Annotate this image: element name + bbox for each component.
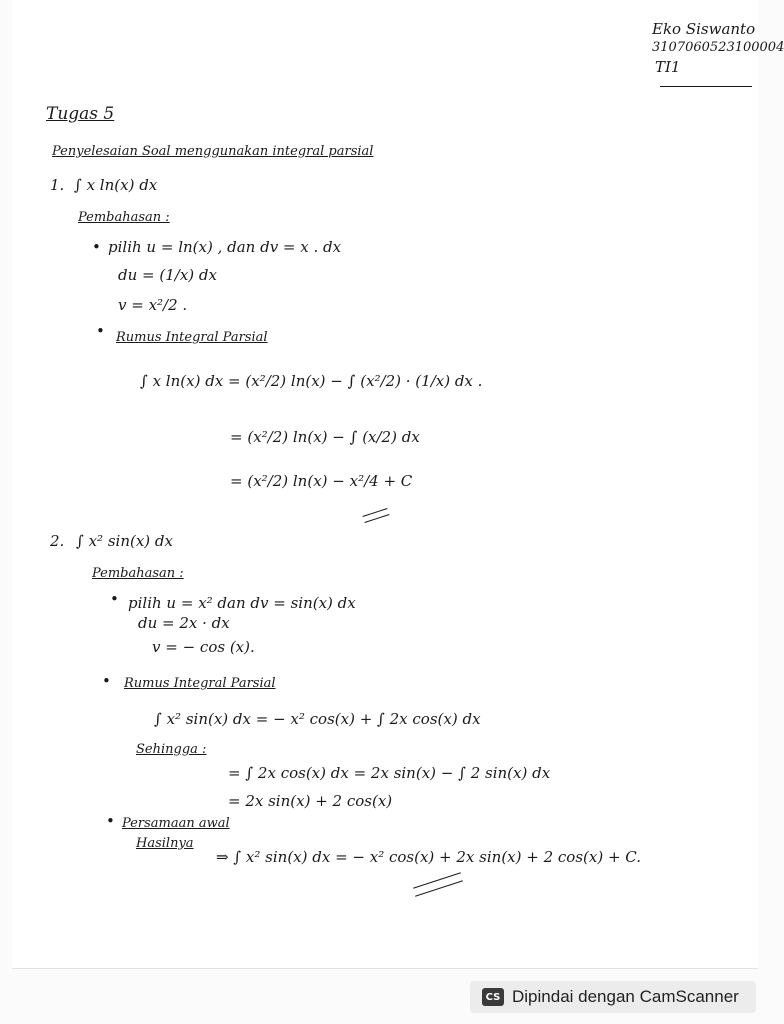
problem1-pembahasan-label: Pembahasan : [78, 210, 170, 225]
problem1-step-2: = (x²/2) ln(x) − ∫ (x/2) dx [230, 428, 420, 446]
problem2-final-line: ⇒ ∫ x² sin(x) dx = − x² cos(x) + 2x sin(x) + 2 cos(x) + C. [216, 848, 642, 866]
problem1-expression: ∫ x ln(x) dx [74, 176, 158, 194]
problem1-choose-line: pilih u = ln(x) , dan dv = x . dx [108, 238, 342, 256]
page-subtitle: Penyelesaian Soal menggunakan integral parsial [52, 144, 374, 159]
header-underline [660, 86, 752, 87]
problem2-bullet-2: • [102, 672, 111, 690]
problem2-number: 2. [50, 532, 65, 550]
author-name: Eko Siswanto [652, 20, 756, 38]
problem2-bullet-1: • [110, 590, 119, 608]
scanned-page [12, 0, 784, 969]
problem1-step-3: = (x²/2) ln(x) − x²/4 + C [230, 472, 413, 490]
author-class: TI1 [655, 58, 681, 76]
problem1-step-1: ∫ x ln(x) dx = (x²/2) ln(x) − ∫ (x²/2) · (1/x) dx . [140, 372, 483, 390]
problem2-choose-line: pilih u = x² dan dv = sin(x) dx [128, 594, 356, 612]
problem2-v-line: v = − cos (x). [152, 638, 255, 656]
camscanner-text: Dipindai dengan CamScanner [512, 987, 739, 1006]
problem2-expression: ∫ x² sin(x) dx [76, 532, 173, 550]
problem2-answer-mark-1 [413, 872, 461, 888]
page-title: Tugas 5 [46, 104, 115, 124]
problem1-formula-label: Rumus Integral Parsial [116, 330, 268, 345]
problem2-final-label-2: Hasilnya [136, 836, 194, 851]
problem2-du-line: du = 2x · dx [138, 614, 230, 632]
problem2-final-label-1: Persamaan awal [122, 816, 230, 831]
camscanner-logo-icon: CS [482, 988, 504, 1006]
problem1-number: 1. [50, 176, 65, 194]
problem2-pembahasan-label: Pembahasan : [92, 566, 184, 581]
problem2-step-2: = 2x sin(x) + 2 cos(x) [228, 792, 393, 810]
author-id: 3107060523100004 [652, 40, 784, 55]
problem2-sehingga-label: Sehingga : [136, 742, 207, 757]
problem2-step-1: = ∫ 2x cos(x) dx = 2x sin(x) − ∫ 2 sin(x) dx [228, 764, 551, 782]
problem1-answer-mark-2 [364, 514, 389, 523]
problem2-formula-label: Rumus Integral Parsial [124, 676, 276, 691]
camscanner-badge [470, 981, 756, 1013]
problem2-bullet-3: • [106, 812, 115, 830]
problem1-bullet-2: • [96, 322, 105, 340]
problem1-bullet-1: • [92, 238, 101, 256]
problem2-formula-line: ∫ x² sin(x) dx = − x² cos(x) + ∫ 2x cos(x) dx [154, 710, 481, 728]
problem2-answer-mark-2 [415, 880, 463, 896]
problem1-du-line: du = (1/x) dx [118, 266, 217, 284]
problem1-v-line: v = x²/2 . [118, 296, 188, 314]
